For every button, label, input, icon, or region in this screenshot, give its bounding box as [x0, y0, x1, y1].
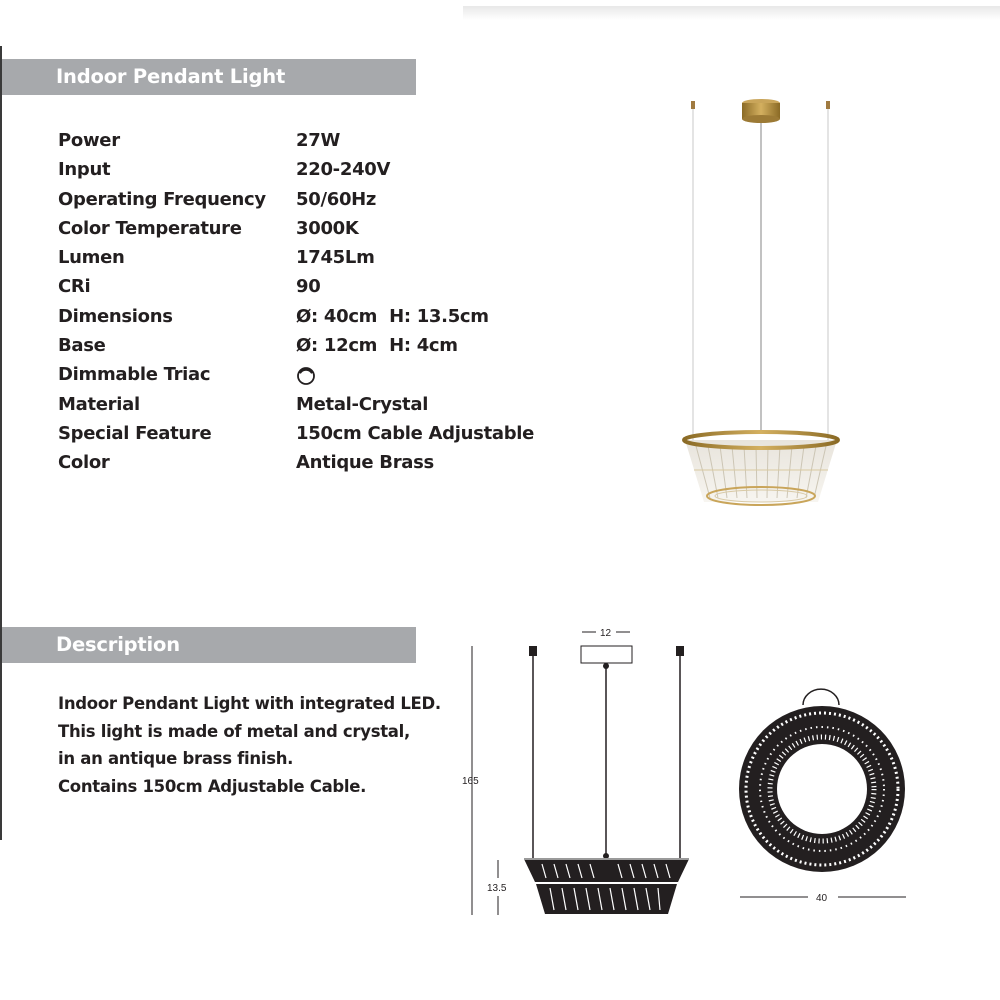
spec-value: 50/60Hz: [296, 188, 377, 210]
base-width-label: 12: [600, 628, 612, 639]
specs-section-title: Indoor Pendant Light: [56, 65, 286, 88]
spec-label: Color Temperature: [58, 217, 242, 239]
spec-label: Lumen: [58, 247, 125, 269]
description-section-header: [2, 627, 416, 663]
spec-label: CRi: [58, 276, 91, 298]
description-line: Indoor Pendant Light with integrated LED.: [58, 694, 441, 713]
spec-value: Metal-Crystal: [296, 393, 429, 415]
dimmable-icon: [296, 366, 316, 391]
spec-label: Operating Frequency: [58, 188, 266, 210]
top-view-technical-drawing: [720, 680, 920, 910]
spec-label: Dimmable Triac: [58, 364, 211, 386]
top-shadow-strip: [463, 6, 1000, 20]
specs-section-header: [2, 59, 416, 95]
diameter-label: 40: [816, 893, 828, 904]
total-height-label: 165: [462, 776, 479, 787]
product-photo: [660, 90, 860, 530]
left-border-rule: [0, 46, 2, 840]
spec-value: 90: [296, 276, 321, 298]
spec-value: Ø: 12cm H: 4cm: [296, 335, 458, 357]
spec-value: 220-240V: [296, 159, 391, 181]
spec-label: Dimensions: [58, 305, 173, 327]
spec-label: Special Feature: [58, 422, 212, 444]
spec-value: Antique Brass: [296, 452, 434, 474]
description-section-title: Description: [56, 633, 180, 656]
spec-value: 27W: [296, 130, 341, 151]
spec-value: 3000K: [296, 217, 359, 239]
description-line: in an antique brass finish.: [58, 749, 294, 768]
spec-label: Power: [58, 130, 120, 151]
description-text: [58, 690, 441, 800]
description-line: Contains 150cm Adjustable Cable.: [58, 776, 367, 796]
description-line: This light is made of metal and crystal,: [58, 721, 410, 741]
spec-label: Color: [58, 452, 110, 474]
shade-height-label: 13.5: [487, 883, 507, 894]
spec-value: Ø: 40cm H: 13.5cm: [296, 305, 489, 327]
spec-label: Base: [58, 335, 106, 357]
side-technical-drawing: [450, 620, 710, 920]
spec-label: Input: [58, 159, 111, 181]
spec-value: 150cm Cable Adjustable: [296, 422, 535, 444]
spec-value: 1745Lm: [296, 247, 375, 269]
spec-label: Material: [58, 393, 140, 415]
